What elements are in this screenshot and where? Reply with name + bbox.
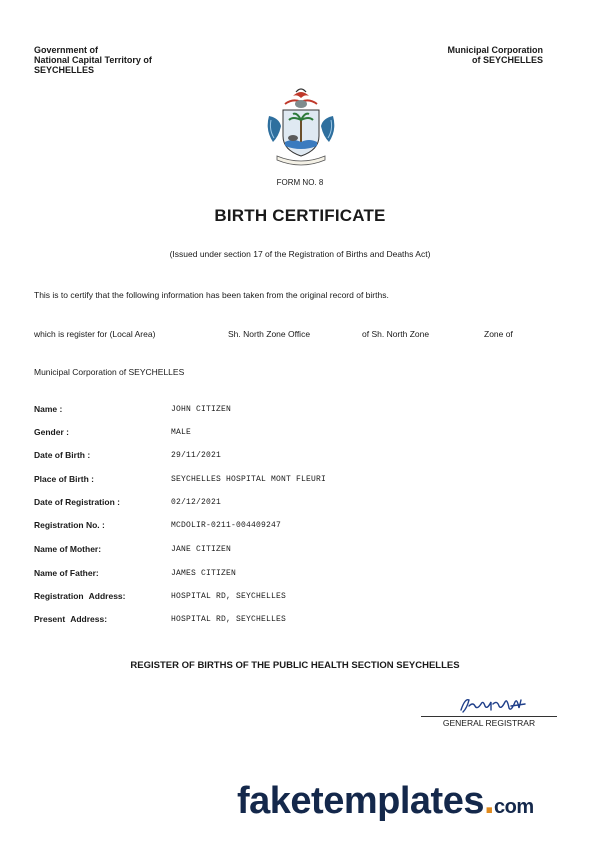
header-right-line: of SEYCHELLES xyxy=(471,55,543,65)
registrar-title: GENERAL REGISTRAR xyxy=(442,718,536,728)
field-label-father: Name of Father: xyxy=(34,568,99,578)
register-of-births-line: REGISTER OF BIRTHS OF THE PUBLIC HEALTH SECTION SEYCHELLES xyxy=(130,660,460,671)
zone-word: Zone of xyxy=(484,329,513,339)
field-label-registration-address: Registration Address: xyxy=(34,591,126,601)
watermark xyxy=(237,780,534,823)
register-for-prefix: which is register for (Local Area) xyxy=(34,329,156,339)
header-left-line: National Capital Territory of xyxy=(34,55,152,65)
coat-of-arms-emblem xyxy=(263,86,339,166)
field-value-date-of-birth: 29/11/2021 xyxy=(171,451,222,460)
field-label-place-of-birth: Place of Birth : xyxy=(34,474,94,484)
field-value-gender: MALE xyxy=(171,428,192,437)
signature-line xyxy=(421,716,557,717)
field-label-name: Name : xyxy=(34,404,63,414)
document-title: BIRTH CERTIFICATE xyxy=(214,206,386,225)
header-left xyxy=(34,45,152,75)
field-value-registration-no: MCDOLIR-0211-004409247 xyxy=(171,521,282,530)
field-label-present-address: Present Address: xyxy=(34,614,108,624)
header-right xyxy=(448,45,544,65)
municipal-line: Municipal Corporation of SEYCHELLES xyxy=(34,367,185,377)
field-value-place-of-birth: SEYCHELLES HOSPITAL MONT FLEURI xyxy=(171,475,327,484)
field-label-gender: Gender : xyxy=(34,427,69,437)
field-value-date-of-registration: 02/12/2021 xyxy=(171,498,222,507)
field-value-registration-address: HOSPITAL RD, SEYCHELLES xyxy=(171,592,287,601)
field-label-date-of-birth: Date of Birth : xyxy=(34,450,91,460)
field-label-date-of-registration: Date of Registration : xyxy=(34,497,120,507)
registrar-signature xyxy=(455,694,535,716)
certify-statement: This is to certify that the following information has been taken from the original record of births. xyxy=(34,290,389,300)
issued-under-note: (Issued under section 17 of the Registration of Births and Deaths Act) xyxy=(169,249,431,259)
watermark-main: faketemplates xyxy=(237,780,484,822)
field-label-registration-no: Registration No. : xyxy=(34,520,105,530)
field-value-mother: JANE CITIZEN xyxy=(171,545,232,554)
form-number: FORM NO. 8 xyxy=(276,178,324,187)
header-right-line: Municipal Corporation xyxy=(447,45,543,55)
watermark-tld: com xyxy=(494,796,534,818)
zone-of-text: of Sh. North Zone xyxy=(362,329,430,339)
watermark-dot: . xyxy=(483,780,495,822)
local-area-office: Sh. North Zone Office xyxy=(228,329,311,339)
header-left-line: Government of xyxy=(34,45,99,55)
field-value-father: JAMES CITIZEN xyxy=(171,569,237,578)
field-value-name: JOHN CITIZEN xyxy=(171,405,232,414)
header-left-line: SEYCHELLES xyxy=(34,65,95,75)
field-label-mother: Name of Mother: xyxy=(34,544,102,554)
field-value-present-address: HOSPITAL RD, SEYCHELLES xyxy=(171,615,287,624)
